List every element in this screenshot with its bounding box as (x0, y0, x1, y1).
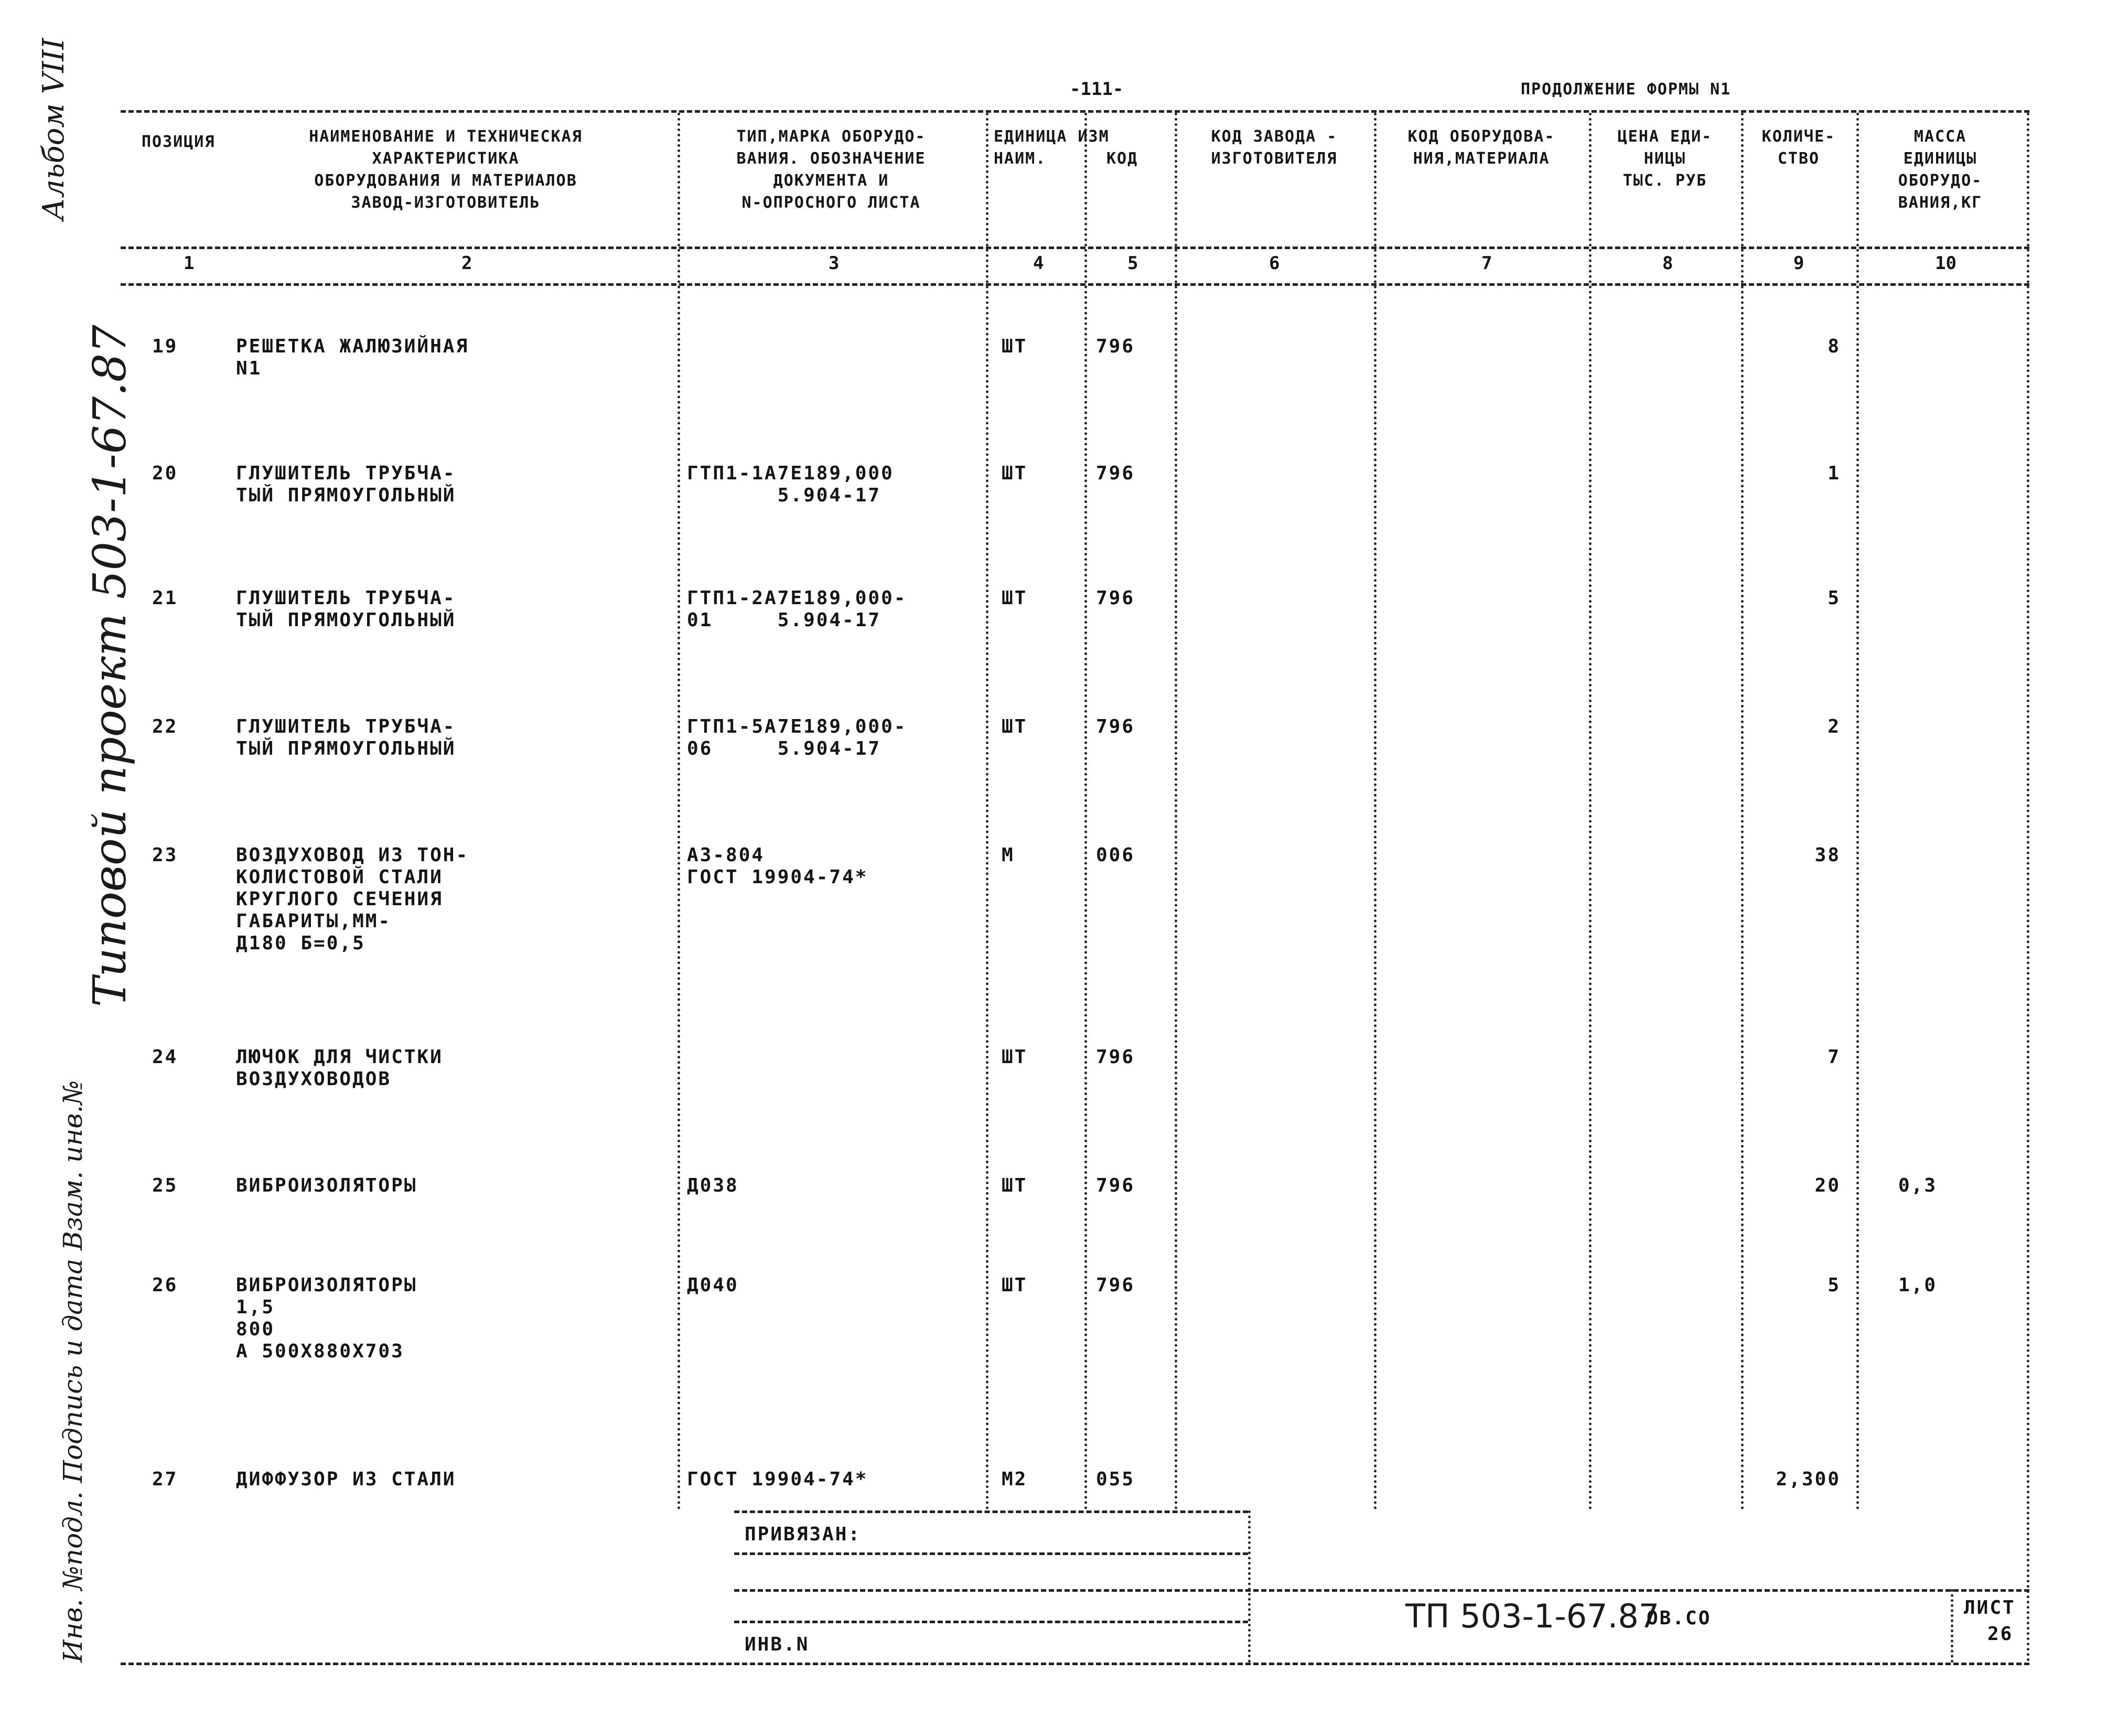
document-suffix: ОВ.СО (1647, 1608, 1712, 1629)
row-position: 23 (152, 844, 178, 866)
row-quantity: 2,300 (1776, 1469, 1841, 1490)
row-position: 21 (152, 587, 178, 609)
header-price: ЦЕНА ЕДИ- НИЦЫ ТЫС. РУБ (1617, 127, 1713, 190)
col-divider (1856, 113, 1859, 1510)
header-factory-code: КОД ЗАВОДА - ИЗГОТОВИТЕЛЯ (1211, 127, 1338, 168)
row-code: 055 (1096, 1469, 1135, 1490)
row-quantity: 7 (1828, 1046, 1841, 1068)
row-code: 006 (1096, 844, 1135, 866)
row-unit: ШТ (1002, 716, 1028, 737)
row-type: Д040 (687, 1274, 739, 1296)
row-quantity: 5 (1828, 1274, 1841, 1296)
signature-stamp-label: Инв. №подл. Подпись и дата Взам. инв.№ (58, 1080, 88, 1663)
stamp-line-2 (734, 1589, 2029, 1592)
stamp-bound-label: ПРИВЯЗАН: (745, 1524, 862, 1545)
bottom-border (121, 1663, 2029, 1665)
stamp-line-3 (734, 1621, 1248, 1623)
row-unit: ШТ (1002, 587, 1028, 609)
row-name: ЛЮЧОК ДЛЯ ЧИСТКИ ВОЗДУХОВОДОВ (236, 1046, 443, 1090)
col-divider (1589, 113, 1592, 1510)
row-position: 27 (152, 1469, 178, 1490)
stamp-box-divider (1248, 1510, 1251, 1663)
row-quantity: 1 (1828, 463, 1841, 484)
row-unit: ШТ (1002, 1175, 1028, 1196)
row-position: 24 (152, 1046, 178, 1068)
row-type: ГТП1-5А7Е189,000- 06 5.904-17 (687, 716, 907, 759)
row-position: 22 (152, 716, 178, 737)
row-code: 796 (1096, 1046, 1135, 1068)
col-num: 2 (461, 253, 472, 274)
stamp-line-1 (734, 1552, 1248, 1555)
row-name: ВИБРОИЗОЛЯТОРЫ 1,5 800 А 500Х880Х703 (236, 1274, 417, 1362)
col-divider (1175, 113, 1177, 1510)
row-code: 796 (1096, 1274, 1135, 1296)
row-name: ГЛУШИТЕЛЬ ТРУБЧА- ТЫЙ ПРЯМОУГОЛЬНЫЙ (236, 716, 456, 759)
col-divider (986, 113, 988, 1510)
album-label: Альбом VIII (37, 38, 71, 220)
col-num: 9 (1793, 253, 1804, 274)
row-position: 20 (152, 463, 178, 484)
header-mass: МАССА ЕДИНИЦЫ ОБОРУДО- ВАНИЯ,КГ (1898, 127, 1983, 212)
row-unit: ШТ (1002, 1046, 1028, 1068)
row-position: 25 (152, 1175, 178, 1196)
row-quantity: 8 (1828, 336, 1841, 357)
col-divider (1084, 113, 1087, 1510)
col-divider (1741, 113, 1744, 1510)
col-divider (1374, 113, 1377, 1510)
col-num: 10 (1935, 253, 1956, 274)
stamp-inv-label: ИНВ.N (745, 1634, 810, 1655)
row-type: ГОСТ 19904-74* (687, 1469, 868, 1490)
page-number: -111- (1070, 79, 1124, 100)
row-code: 796 (1096, 1175, 1135, 1196)
row-code: 796 (1096, 716, 1135, 737)
header-unit: ЕДИНИЦА ИЗМ НАИМ. (994, 127, 1110, 168)
row-position: 26 (152, 1274, 178, 1296)
col-num: 7 (1481, 253, 1492, 274)
col-divider (678, 113, 680, 1510)
row-name: РЕШЕТКА ЖАЛЮЗИЙНАЯ N1 (236, 336, 469, 379)
row-unit: ШТ (1002, 1274, 1028, 1296)
row-unit: ШТ (1002, 463, 1028, 484)
header-type: ТИП,МАРКА ОБОРУДО- ВАНИЯ. ОБОЗНАЧЕНИЕ ДОКУМЕНТА И N-ОПРОСНОГО ЛИСТА (736, 127, 926, 212)
col-num: 6 (1269, 253, 1280, 274)
sheet-box-divider (1951, 1589, 1953, 1663)
col-num: 8 (1662, 253, 1673, 274)
sheet-label: ЛИСТ (1964, 1597, 2016, 1619)
row-name: ВОЗДУХОВОД ИЗ ТОН- КОЛИСТОВОЙ СТАЛИ КРУГЛОГО СЕЧЕНИЯ ГАБАРИТЫ,ММ- Д180 Б=0,5 (236, 844, 469, 954)
row-name: ДИФФУЗОР ИЗ СТАЛИ (236, 1469, 456, 1490)
table-end-divider (734, 1510, 1248, 1513)
header-name: НАИМЕНОВАНИЕ И ТЕХНИЧЕСКАЯ ХАРАКТЕРИСТИКА ОБОРУДОВАНИЯ И МАТЕРИАЛОВ ЗАВОД-ИЗГОТОВИТЕЛЬ (309, 127, 583, 212)
project-label: Типовой проект 503-1-67.87 (84, 324, 136, 1007)
row-mass: 1,0 (1898, 1274, 1938, 1296)
row-name: ГЛУШИТЕЛЬ ТРУБЧА- ТЫЙ ПРЯМОУГОЛЬНЫЙ (236, 587, 456, 631)
col-divider (2027, 113, 2029, 1663)
row-quantity: 2 (1828, 716, 1841, 737)
row-quantity: 38 (1814, 844, 1841, 866)
continuation-title: ПРОДОЛЖЕНИЕ ФОРМЫ N1 (1521, 80, 1732, 99)
row-code: 796 (1096, 463, 1135, 484)
row-unit: М (1002, 844, 1015, 866)
col-num: 5 (1127, 253, 1138, 274)
row-unit: ШТ (1002, 336, 1028, 357)
header-code: КОД (1106, 149, 1138, 168)
col-num: 3 (829, 253, 840, 274)
row-type: ГТП1-1А7Е189,000 5.904-17 (687, 463, 894, 506)
row-type: Д038 (687, 1175, 739, 1196)
row-code: 796 (1096, 336, 1135, 357)
header-equipment-code: КОД ОБОРУДОВА- НИЯ,МАТЕРИАЛА (1407, 127, 1555, 168)
row-type: АЗ-804 ГОСТ 19904-74* (687, 844, 868, 888)
row-quantity: 20 (1814, 1175, 1841, 1196)
row-code: 796 (1096, 587, 1135, 609)
col-num: 1 (184, 253, 195, 274)
row-position: 19 (152, 336, 178, 357)
header-position: ПОЗИЦИЯ (142, 133, 216, 151)
document-code: ТП 503-1-67.87 (1405, 1597, 1660, 1635)
row-quantity: 5 (1828, 587, 1841, 609)
row-type: ГТП1-2А7Е189,000- 01 5.904-17 (687, 587, 907, 631)
row-name: ГЛУШИТЕЛЬ ТРУБЧА- ТЫЙ ПРЯМОУГОЛЬНЫЙ (236, 463, 456, 506)
sheet-number: 26 (1987, 1623, 2014, 1645)
header-quantity: КОЛИЧЕ- СТВО (1761, 127, 1836, 168)
row-unit: М2 (1002, 1469, 1028, 1490)
col-num: 4 (1033, 253, 1044, 274)
row-name: ВИБРОИЗОЛЯТОРЫ (236, 1175, 417, 1196)
row-mass: 0,3 (1898, 1175, 1938, 1196)
